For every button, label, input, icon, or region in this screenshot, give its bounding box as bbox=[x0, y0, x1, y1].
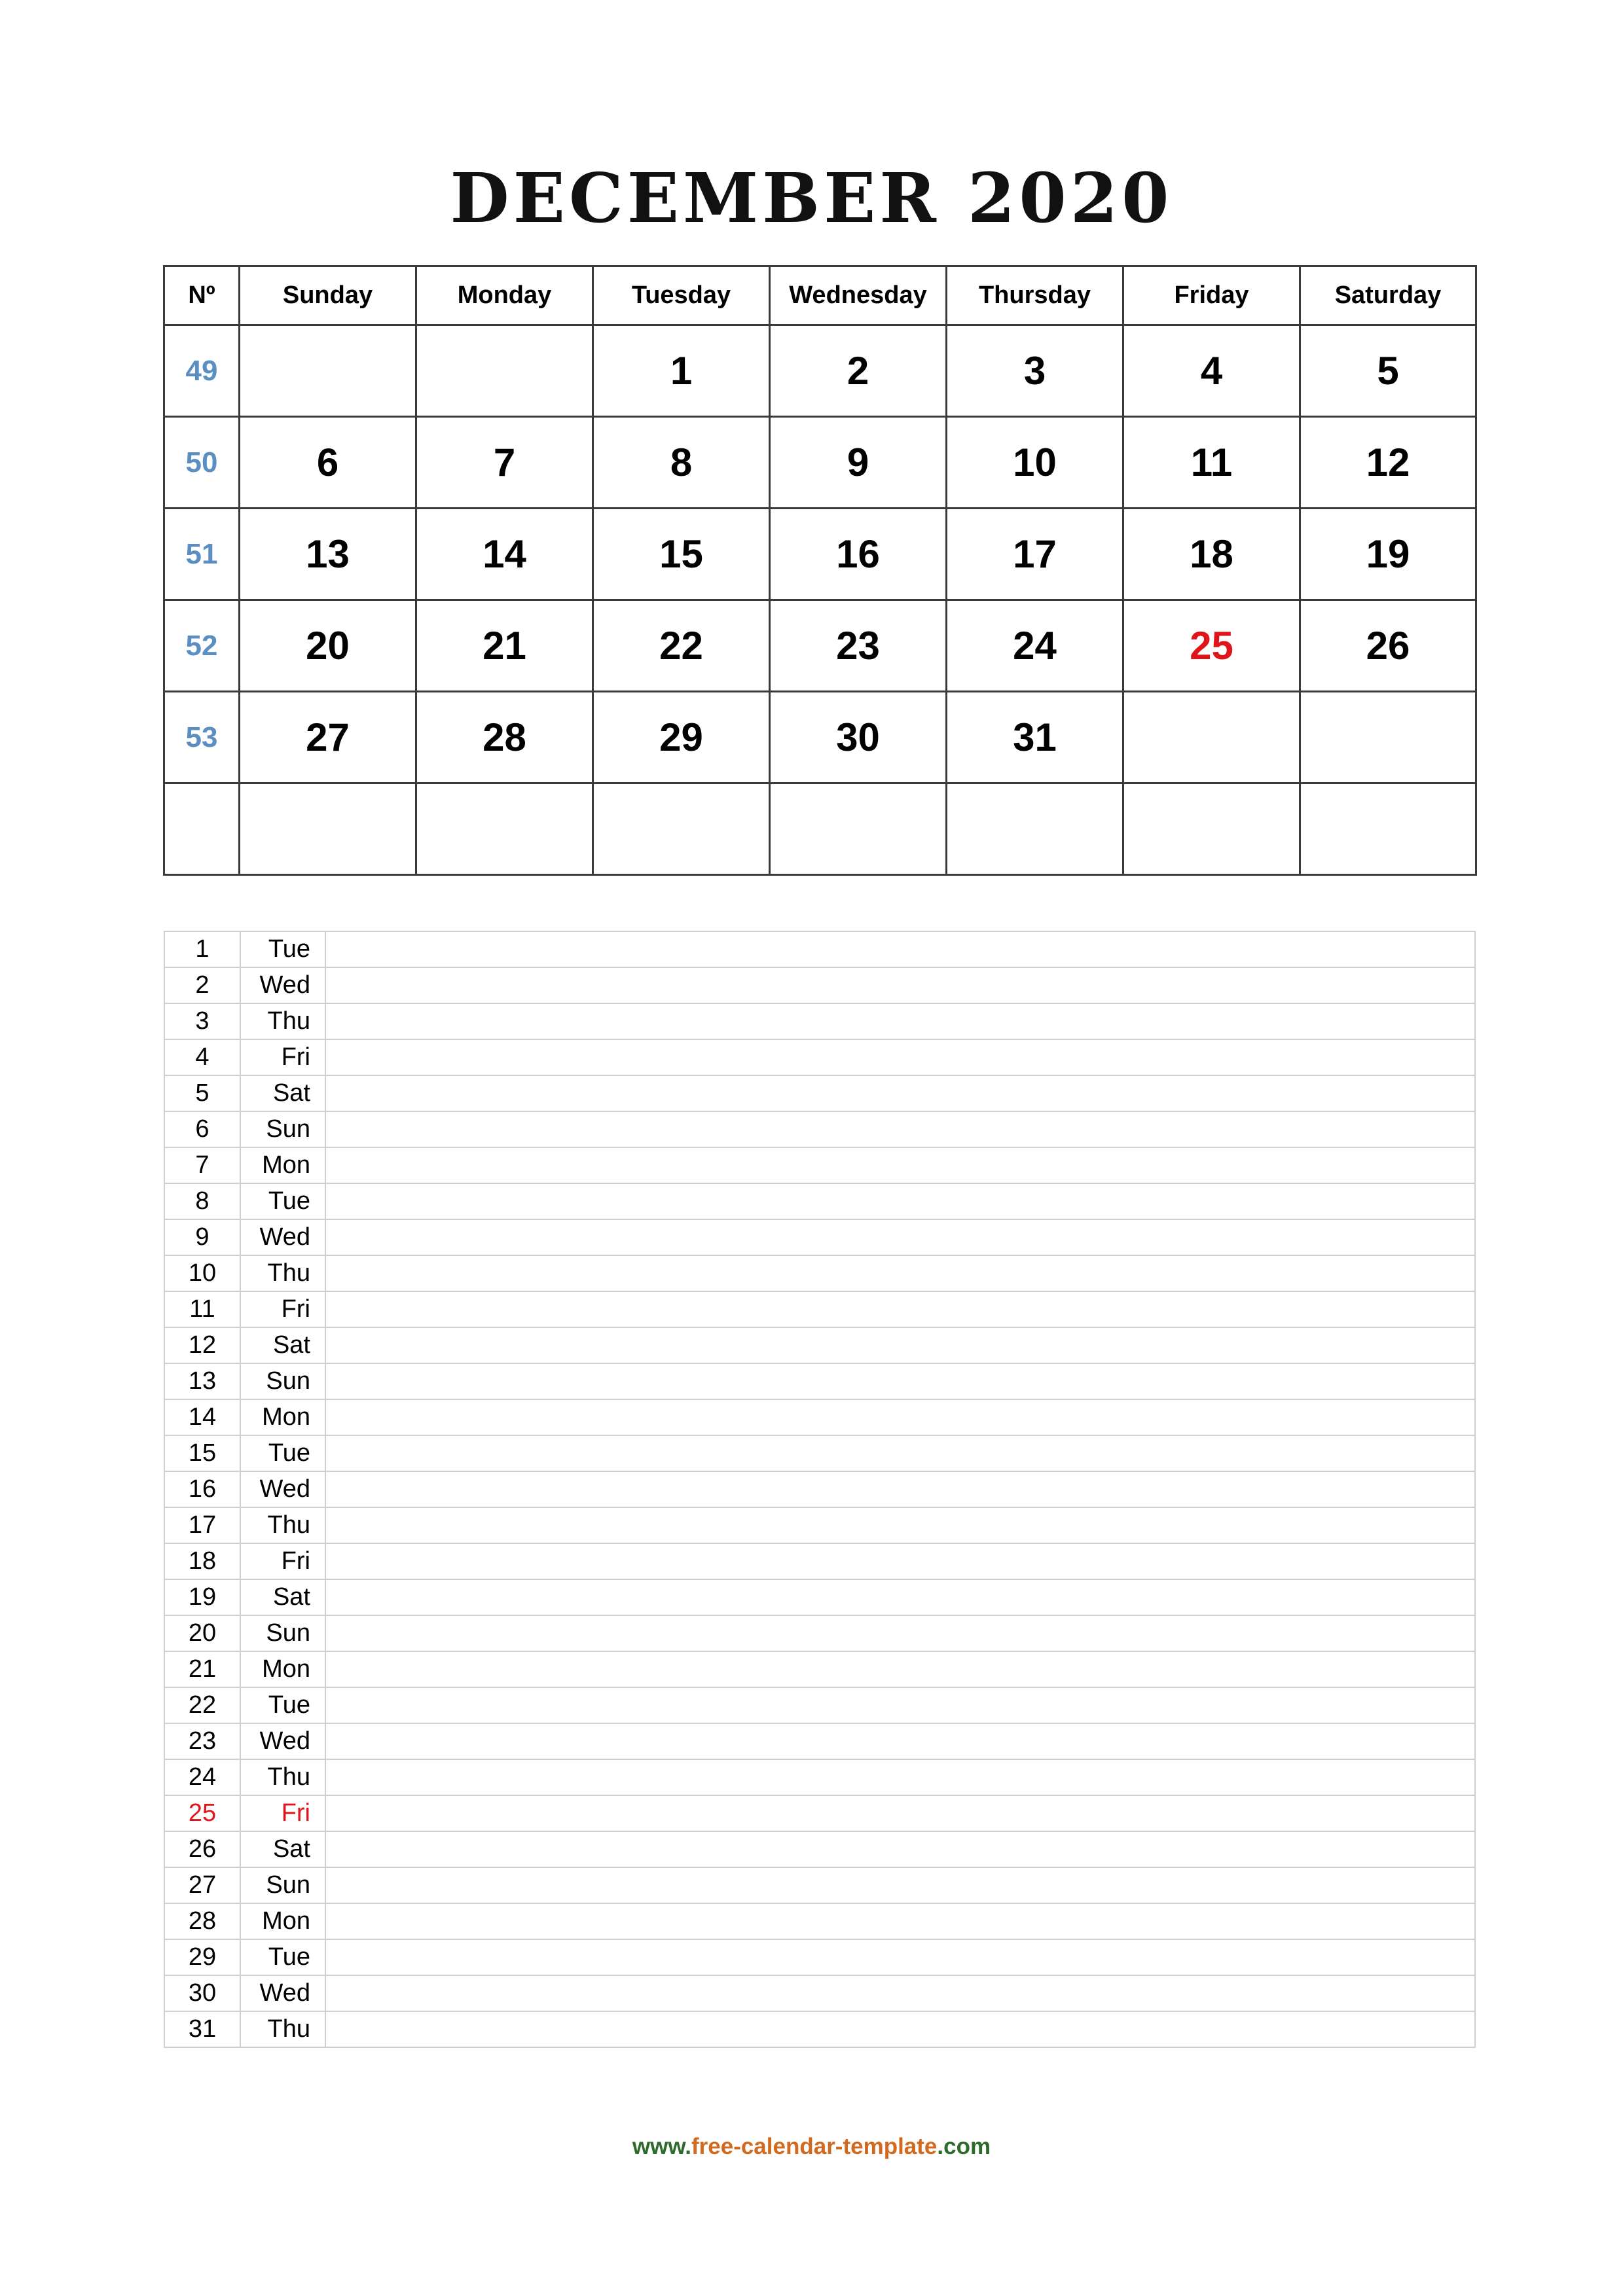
day-cell[interactable]: 5 bbox=[1300, 325, 1476, 417]
list-day-number: 16 bbox=[164, 1471, 240, 1507]
week-number: 51 bbox=[164, 509, 240, 600]
week-number bbox=[164, 783, 240, 875]
empty-day-cell bbox=[947, 783, 1123, 875]
day-cell[interactable]: 2 bbox=[770, 325, 947, 417]
day-cell[interactable]: 15 bbox=[593, 509, 770, 600]
list-day-number: 31 bbox=[164, 2011, 240, 2047]
note-field[interactable] bbox=[325, 1939, 1475, 1975]
note-field[interactable] bbox=[325, 1831, 1475, 1867]
list-weekday: Sun bbox=[240, 1867, 325, 1903]
note-field[interactable] bbox=[325, 1291, 1475, 1327]
day-cell[interactable]: 11 bbox=[1123, 417, 1300, 509]
note-field[interactable] bbox=[325, 1903, 1475, 1939]
empty-day-cell bbox=[1300, 783, 1476, 875]
list-day-number: 9 bbox=[164, 1219, 240, 1255]
week-number: 50 bbox=[164, 417, 240, 509]
list-day-number: 15 bbox=[164, 1435, 240, 1471]
list-weekday: Sat bbox=[240, 1831, 325, 1867]
day-cell[interactable]: 21 bbox=[416, 600, 593, 692]
week-row bbox=[164, 509, 1476, 600]
weekday-header-row bbox=[164, 266, 1476, 325]
list-item bbox=[164, 1363, 1475, 1399]
note-field[interactable] bbox=[325, 1111, 1475, 1147]
note-field[interactable] bbox=[325, 1435, 1475, 1471]
list-item bbox=[164, 1255, 1475, 1291]
list-day-number: 18 bbox=[164, 1543, 240, 1579]
note-field[interactable] bbox=[325, 2011, 1475, 2047]
day-cell[interactable]: 27 bbox=[240, 692, 416, 783]
list-day-number: 20 bbox=[164, 1615, 240, 1651]
list-item bbox=[164, 2011, 1475, 2047]
note-field[interactable] bbox=[325, 1363, 1475, 1399]
day-cell[interactable]: 10 bbox=[947, 417, 1123, 509]
day-cell[interactable]: 6 bbox=[240, 417, 416, 509]
week-row bbox=[164, 783, 1476, 875]
week-row bbox=[164, 692, 1476, 783]
list-weekday: Sun bbox=[240, 1111, 325, 1147]
empty-day-cell bbox=[1123, 783, 1300, 875]
month-grid bbox=[163, 265, 1477, 876]
empty-day-cell bbox=[1123, 692, 1300, 783]
list-day-number: 6 bbox=[164, 1111, 240, 1147]
empty-day-cell bbox=[593, 783, 770, 875]
weekday-header: Friday bbox=[1123, 266, 1300, 325]
day-cell[interactable]: 20 bbox=[240, 600, 416, 692]
list-item bbox=[164, 1975, 1475, 2011]
day-cell[interactable]: 4 bbox=[1123, 325, 1300, 417]
list-day-number: 1 bbox=[164, 931, 240, 967]
list-weekday: Wed bbox=[240, 967, 325, 1003]
list-weekday: Thu bbox=[240, 1003, 325, 1039]
list-day-number: 24 bbox=[164, 1759, 240, 1795]
note-field[interactable] bbox=[325, 1327, 1475, 1363]
week-number-header: Nº bbox=[164, 266, 240, 325]
list-weekday: Thu bbox=[240, 1759, 325, 1795]
day-cell[interactable]: 3 bbox=[947, 325, 1123, 417]
weekday-header: Tuesday bbox=[593, 266, 770, 325]
list-item bbox=[164, 1759, 1475, 1795]
day-cell[interactable]: 16 bbox=[770, 509, 947, 600]
list-weekday: Mon bbox=[240, 1399, 325, 1435]
list-item bbox=[164, 1039, 1475, 1075]
list-item bbox=[164, 1291, 1475, 1327]
list-weekday: Tue bbox=[240, 1687, 325, 1723]
list-weekday: Wed bbox=[240, 1975, 325, 2011]
note-field[interactable] bbox=[325, 1075, 1475, 1111]
list-item bbox=[164, 1615, 1475, 1651]
list-day-number: 13 bbox=[164, 1363, 240, 1399]
weekday-header: Wednesday bbox=[770, 266, 947, 325]
note-field[interactable] bbox=[325, 1183, 1475, 1219]
day-cell[interactable]: 12 bbox=[1300, 417, 1476, 509]
note-field[interactable] bbox=[325, 1147, 1475, 1183]
note-field[interactable] bbox=[325, 1615, 1475, 1651]
day-cell[interactable]: 18 bbox=[1123, 509, 1300, 600]
note-field[interactable] bbox=[325, 1255, 1475, 1291]
list-item bbox=[164, 1111, 1475, 1147]
list-weekday: Mon bbox=[240, 1651, 325, 1687]
list-item bbox=[164, 1723, 1475, 1759]
list-weekday: Mon bbox=[240, 1147, 325, 1183]
note-field[interactable] bbox=[325, 1795, 1475, 1831]
list-weekday: Thu bbox=[240, 2011, 325, 2047]
list-day-number: 22 bbox=[164, 1687, 240, 1723]
day-cell[interactable]: 22 bbox=[593, 600, 770, 692]
list-item bbox=[164, 1471, 1475, 1507]
list-weekday: Sat bbox=[240, 1579, 325, 1615]
note-field[interactable] bbox=[325, 1687, 1475, 1723]
day-cell[interactable]: 19 bbox=[1300, 509, 1476, 600]
list-item bbox=[164, 1219, 1475, 1255]
list-day-number: 7 bbox=[164, 1147, 240, 1183]
list-weekday: Fri bbox=[240, 1543, 325, 1579]
weekday-header: Monday bbox=[416, 266, 593, 325]
list-item bbox=[164, 1903, 1475, 1939]
empty-day-cell bbox=[240, 325, 416, 417]
empty-day-cell bbox=[416, 325, 593, 417]
weekday-header: Thursday bbox=[947, 266, 1123, 325]
footer-tld: .com bbox=[937, 2134, 991, 2159]
day-cell[interactable]: 31 bbox=[947, 692, 1123, 783]
footer-website[interactable] bbox=[0, 2127, 1623, 2166]
note-field[interactable] bbox=[325, 1975, 1475, 2011]
note-field[interactable] bbox=[325, 1507, 1475, 1543]
list-item bbox=[164, 1435, 1475, 1471]
list-item bbox=[164, 1183, 1475, 1219]
footer-site-name: free-calendar-template bbox=[691, 2134, 938, 2159]
list-item bbox=[164, 1831, 1475, 1867]
week-number: 49 bbox=[164, 325, 240, 417]
note-field[interactable] bbox=[325, 1039, 1475, 1075]
list-day-number: 27 bbox=[164, 1867, 240, 1903]
list-day-number: 8 bbox=[164, 1183, 240, 1219]
note-field[interactable] bbox=[325, 1003, 1475, 1039]
note-field[interactable] bbox=[325, 1471, 1475, 1507]
note-field[interactable] bbox=[325, 1651, 1475, 1687]
list-item bbox=[164, 967, 1475, 1003]
list-day-number: 2 bbox=[164, 967, 240, 1003]
note-field[interactable] bbox=[325, 931, 1475, 967]
list-day-number: 28 bbox=[164, 1903, 240, 1939]
list-weekday: Fri bbox=[240, 1795, 325, 1831]
week-row bbox=[164, 600, 1476, 692]
list-day-number: 11 bbox=[164, 1291, 240, 1327]
calendar-title: DECEMBER 2020 bbox=[450, 158, 1173, 238]
list-day-number: 3 bbox=[164, 1003, 240, 1039]
note-field[interactable] bbox=[325, 1219, 1475, 1255]
list-item bbox=[164, 931, 1475, 967]
list-day-number: 14 bbox=[164, 1399, 240, 1435]
list-item bbox=[164, 1795, 1475, 1831]
day-cell[interactable]: 1 bbox=[593, 325, 770, 417]
list-item bbox=[164, 1075, 1475, 1111]
list-weekday: Wed bbox=[240, 1219, 325, 1255]
list-weekday: Fri bbox=[240, 1039, 325, 1075]
list-item bbox=[164, 1399, 1475, 1435]
list-day-number: 25 bbox=[164, 1795, 240, 1831]
list-item bbox=[164, 1687, 1475, 1723]
day-cell[interactable]: 25 bbox=[1123, 600, 1300, 692]
day-cell[interactable]: 8 bbox=[593, 417, 770, 509]
day-cell[interactable]: 13 bbox=[240, 509, 416, 600]
list-day-number: 26 bbox=[164, 1831, 240, 1867]
list-day-number: 21 bbox=[164, 1651, 240, 1687]
list-weekday: Sun bbox=[240, 1615, 325, 1651]
list-day-number: 5 bbox=[164, 1075, 240, 1111]
list-day-number: 12 bbox=[164, 1327, 240, 1363]
list-weekday: Wed bbox=[240, 1723, 325, 1759]
list-day-number: 30 bbox=[164, 1975, 240, 2011]
empty-day-cell bbox=[1300, 692, 1476, 783]
list-item bbox=[164, 1147, 1475, 1183]
note-field[interactable] bbox=[325, 1543, 1475, 1579]
empty-day-cell bbox=[416, 783, 593, 875]
list-weekday: Mon bbox=[240, 1903, 325, 1939]
note-field[interactable] bbox=[325, 1579, 1475, 1615]
day-cell[interactable]: 26 bbox=[1300, 600, 1476, 692]
note-field[interactable] bbox=[325, 1723, 1475, 1759]
list-item bbox=[164, 1867, 1475, 1903]
list-day-number: 19 bbox=[164, 1579, 240, 1615]
day-cell[interactable]: 23 bbox=[770, 600, 947, 692]
list-weekday: Fri bbox=[240, 1291, 325, 1327]
list-day-number: 10 bbox=[164, 1255, 240, 1291]
week-number: 52 bbox=[164, 600, 240, 692]
list-weekday: Thu bbox=[240, 1507, 325, 1543]
day-notes-list bbox=[164, 931, 1476, 2048]
list-weekday: Wed bbox=[240, 1471, 325, 1507]
list-item bbox=[164, 1651, 1475, 1687]
list-weekday: Tue bbox=[240, 1939, 325, 1975]
week-number: 53 bbox=[164, 692, 240, 783]
day-cell[interactable]: 9 bbox=[770, 417, 947, 509]
week-row bbox=[164, 325, 1476, 417]
list-weekday: Tue bbox=[240, 1435, 325, 1471]
empty-day-cell bbox=[770, 783, 947, 875]
list-day-number: 29 bbox=[164, 1939, 240, 1975]
list-weekday: Sat bbox=[240, 1327, 325, 1363]
list-weekday: Sat bbox=[240, 1075, 325, 1111]
day-cell[interactable]: 28 bbox=[416, 692, 593, 783]
note-field[interactable] bbox=[325, 1399, 1475, 1435]
week-row bbox=[164, 417, 1476, 509]
list-item bbox=[164, 1003, 1475, 1039]
list-day-number: 23 bbox=[164, 1723, 240, 1759]
day-cell[interactable]: 17 bbox=[947, 509, 1123, 600]
list-item bbox=[164, 1579, 1475, 1615]
day-cell[interactable]: 14 bbox=[416, 509, 593, 600]
list-day-number: 4 bbox=[164, 1039, 240, 1075]
list-item bbox=[164, 1507, 1475, 1543]
day-cell[interactable]: 7 bbox=[416, 417, 593, 509]
note-field[interactable] bbox=[325, 1867, 1475, 1903]
list-item bbox=[164, 1939, 1475, 1975]
weekday-header: Sunday bbox=[240, 266, 416, 325]
list-weekday: Sun bbox=[240, 1363, 325, 1399]
empty-day-cell bbox=[240, 783, 416, 875]
day-cell[interactable]: 29 bbox=[593, 692, 770, 783]
list-weekday: Tue bbox=[240, 931, 325, 967]
list-item bbox=[164, 1327, 1475, 1363]
weekday-header: Saturday bbox=[1300, 266, 1476, 325]
footer-www: www. bbox=[632, 2134, 691, 2159]
day-cell[interactable]: 24 bbox=[947, 600, 1123, 692]
list-weekday: Thu bbox=[240, 1255, 325, 1291]
list-item bbox=[164, 1543, 1475, 1579]
note-field[interactable] bbox=[325, 967, 1475, 1003]
list-weekday: Tue bbox=[240, 1183, 325, 1219]
list-day-number: 17 bbox=[164, 1507, 240, 1543]
day-cell[interactable]: 30 bbox=[770, 692, 947, 783]
note-field[interactable] bbox=[325, 1759, 1475, 1795]
